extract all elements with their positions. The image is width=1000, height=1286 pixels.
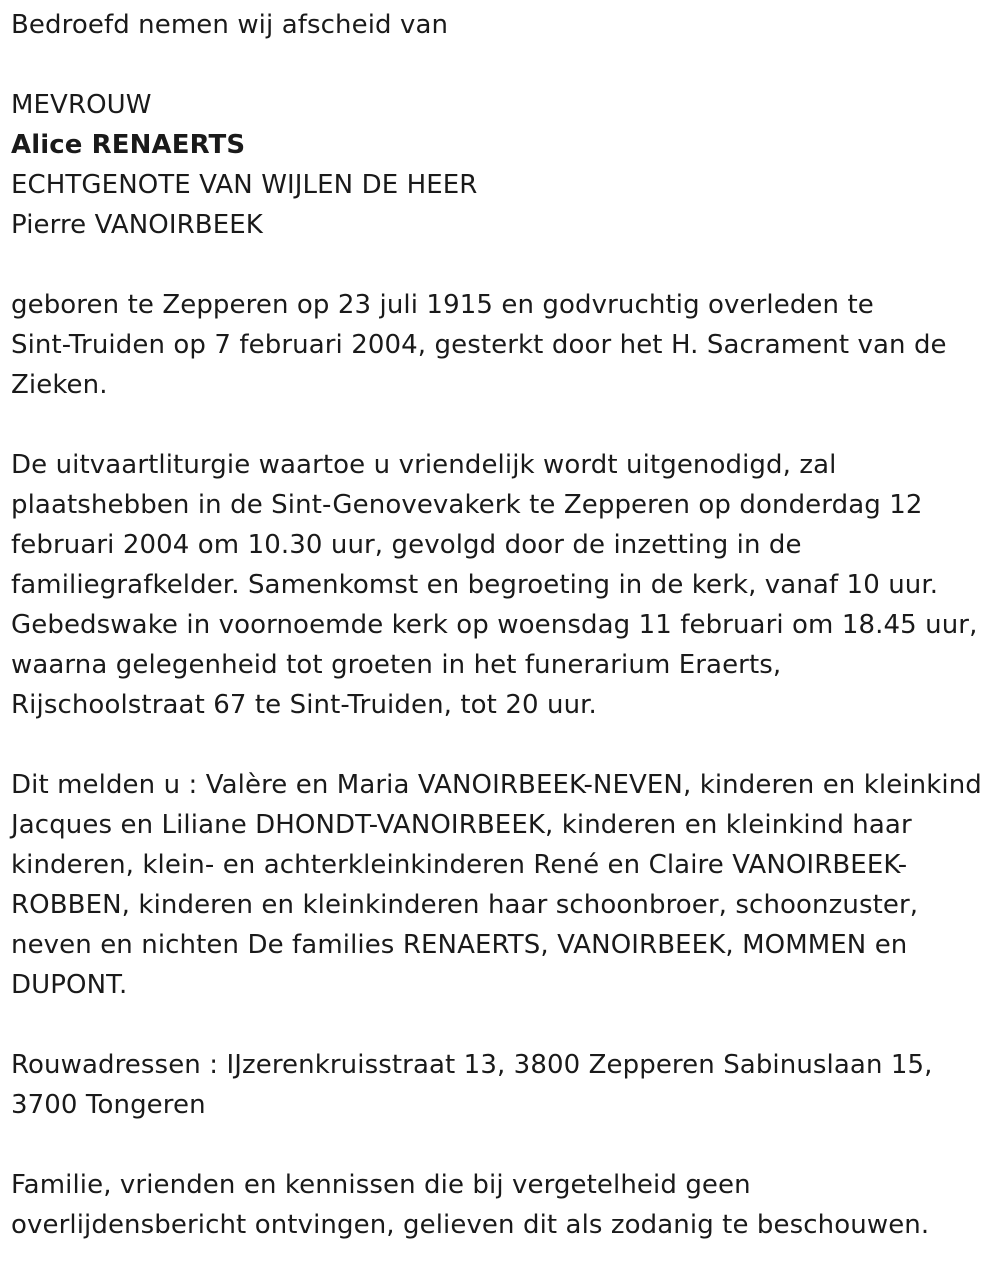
paragraph-line: plaatshebben in de Sint-Genovevakerk te Zepperen op donderdag 12 <box>11 490 923 520</box>
paragraph-line: februari 2004 om 10.30 uur, gevolgd door de inzetting in de <box>11 530 802 560</box>
paragraph-line: neven en nichten De families RENAERTS, VANOIRBEEK, MOMMEN en <box>11 930 908 960</box>
paragraph-line: overlijdensbericht ontvingen, gelieven dit als zodanig te beschouwen. <box>11 1210 930 1240</box>
paragraph-line: DUPONT. <box>11 970 128 1000</box>
spacer <box>11 405 996 445</box>
paragraph-line: Rijschoolstraat 67 te Sint-Truiden, tot 20 uur. <box>11 690 597 720</box>
spouse-name: Pierre VANOIRBEEK <box>11 210 263 240</box>
paragraph-line: ROBBEN, kinderen en kleinkinderen haar schoonbroer, schoonzuster, <box>11 890 919 920</box>
paragraph-line: familiegrafkelder. Samenkomst en begroeting in de kerk, vanaf 10 uur. <box>11 570 939 600</box>
closing-paragraph <box>11 1165 996 1245</box>
paragraph-line: Sint-Truiden op 7 februari 2004, gesterkt door het H. Sacrament van de <box>11 330 947 360</box>
paragraph-line: kinderen, klein- en achterkleinkinderen René en Claire VANOIRBEEK- <box>11 850 908 880</box>
title-line: MEVROUW <box>11 90 152 120</box>
family-paragraph <box>11 765 996 1005</box>
deceased-name: Alice RENAERTS <box>11 130 246 160</box>
paragraph-line: Zieken. <box>11 370 108 400</box>
paragraph-line: Familie, vrienden en kennissen die bij vergetelheid geen <box>11 1170 751 1200</box>
paragraph-line: Jacques en Liliane DHONDT-VANOIRBEEK, kinderen en kleinkind haar <box>11 810 912 840</box>
spacer <box>11 725 996 765</box>
paragraph-line: De uitvaartliturgie waartoe u vriendelijk wordt uitgenodigd, zal <box>11 450 837 480</box>
addresses-paragraph <box>11 1045 996 1125</box>
intro-line: Bedroefd nemen wij afscheid van <box>11 10 449 40</box>
paragraph-line: 3700 Tongeren <box>11 1090 206 1120</box>
spacer <box>11 45 996 85</box>
spacer <box>11 245 996 285</box>
spacer <box>11 1125 996 1165</box>
paragraph-line: Dit melden u : Valère en Maria VANOIRBEEK-NEVEN, kinderen en kleinkind <box>11 770 982 800</box>
relation-line: ECHTGENOTE VAN WIJLEN DE HEER <box>11 170 478 200</box>
funeral-paragraph <box>11 445 996 725</box>
birth-death-paragraph <box>11 285 996 405</box>
obituary-document <box>11 0 996 1245</box>
paragraph-line: Rouwadressen : IJzerenkruisstraat 13, 3800 Zepperen Sabinuslaan 15, <box>11 1050 933 1080</box>
spacer <box>11 1005 996 1045</box>
paragraph-line: Gebedswake in voornoemde kerk op woensdag 11 februari om 18.45 uur, <box>11 610 978 640</box>
paragraph-line: geboren te Zepperen op 23 juli 1915 en godvruchtig overleden te <box>11 290 874 320</box>
paragraph-line: waarna gelegenheid tot groeten in het funerarium Eraerts, <box>11 650 782 680</box>
